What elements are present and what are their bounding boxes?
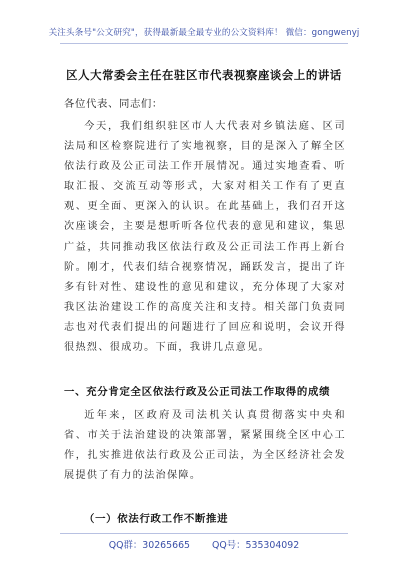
salutation: 各位代表、同志们： xyxy=(64,98,163,110)
section-heading: 一、充分肯定全区依法行政及公正司法工作取得的成绩 xyxy=(64,386,331,398)
footer-qq-number: QQ号：535304092 xyxy=(212,540,300,551)
header-notice: 关注头条号"公文研究"，获得最新最全最专业的公文资料库！ 微信：gongwenyj xyxy=(48,28,360,38)
body-paragraph-2: 近年来，区政府及司法机关认真贯彻落实中央和省、市关于法治建设的决策部署，紧紧围绕全区中心工作，扎实推进依法行政及公正司法，为全区经济社会发展提供了有力的法治保障。 xyxy=(64,410,346,482)
document-title: 区人大常委会主任在驻区市代表视察座谈会上的讲话 xyxy=(66,68,342,82)
footer-contact xyxy=(0,537,408,551)
body-paragraph-1: 今天，我们组织驻区市人大代表对乡镇法庭、区司法局和区检察院进行了实地视察，目的是深入了解全区依法行政及公正司法工作开展情况。通过实地查看、听取汇报、交流互动等形式，大家对相关工作有了更直观、更全面、更深入的认识。在此基础上，我们召开这次座谈会，主要是想听听各位代表的意见和建议，集思广益，共同推动我区依法行政及公正司法工作再上新台阶。刚才，代表们结合视察情况，踊跃发言，提出了许多有针对性、建设性的意见和建议，充分体现了大家对我区法治建设工作的高度关注和支持。相关部门负责同志也对代表们提出的问题进行了回应和说明，会议开得很热烈、很成功。下面，我讲几点意见。 xyxy=(64,121,346,354)
sub-heading: （一）依法行政工作不断推进 xyxy=(84,513,229,525)
header-divider xyxy=(60,43,348,44)
footer-divider xyxy=(60,533,348,534)
footer-qq-group: QQ群：30265665 xyxy=(108,540,191,551)
